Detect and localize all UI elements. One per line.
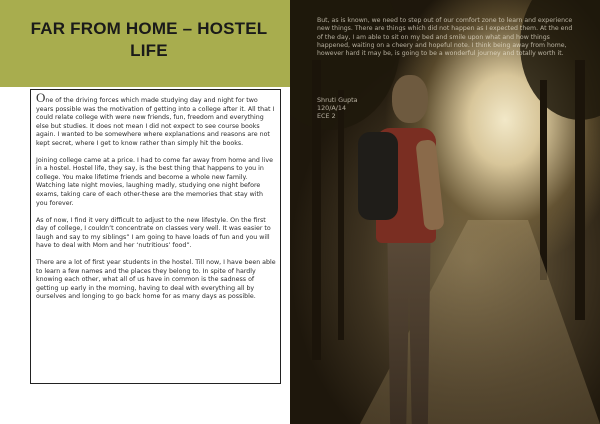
photo-panel (290, 0, 600, 424)
article-paragraph-3: As of now, I find it very difficult to adjust to the new lifestyle. On the first day of college, I couldn’t concentrate on classes very well. It was easier to laugh and say to my siblings” I am going to have loads of fun and you will have to deal with Mom and her ‘nutritious’ food”. (36, 216, 271, 250)
author-credits (317, 96, 358, 120)
article-page (0, 0, 290, 424)
photo-overlay-text: But, as is known, we need to step out of our comfort zone to learn and experience new things. There are things which did not happen as I expected them. At the end of the day, I am able to sit on my bed and smile upon what and how things happened, waiting on a cheery and hopeful note. I think being away from home, however hard it may be, is going to be a wonderful journey and totally worth it. (317, 17, 573, 58)
author-name: Shruti Gupta (317, 96, 358, 104)
article-paragraph-2: Joining college came at a price. I had to come far away from home and live in a hostel. Hostel life, they say, is the best thing that happens to you in college. You make lifetime friends and become a whole new family. Watching late night movies, laughing madly, studying one night before exams, taking care of each other-these are the memories that stay with you forever. (36, 156, 274, 207)
person-head (392, 75, 428, 123)
article-box (30, 89, 281, 384)
backpack (358, 132, 398, 220)
author-branch: ECE 2 (317, 112, 336, 120)
tree-trunk (338, 90, 344, 340)
page-title: FAR FROM HOME – HOSTEL LIFE (30, 19, 268, 60)
article-paragraph-1 (36, 90, 276, 148)
tree-trunk (540, 80, 547, 280)
author-roll: 120/A/14 (317, 104, 347, 112)
drop-cap: O (36, 90, 46, 105)
paragraph-text: ne of the driving forces which made studying day and night for two years possible was the motivation of getting into a college after it. All that I could relate college with were new friends, fun, freedom and everything else but studies. It does not mean I did not expect to see course books again. I wanted to be somewhere where explanations and reasons are not kept secret, where I get to know rather than simply hit the books. (36, 97, 275, 147)
article-paragraph-4: There are a lot of first year students in the hostel. Till now, I have been able to learn a few names and the places they belong to. In spite of hardly knowing each other, what all of us have in common is the sadness of getting up early in the morning, having to deal with everything all by ourselves and longing to go back home for as many days as possible. (36, 259, 276, 301)
tree-trunk (575, 60, 585, 320)
